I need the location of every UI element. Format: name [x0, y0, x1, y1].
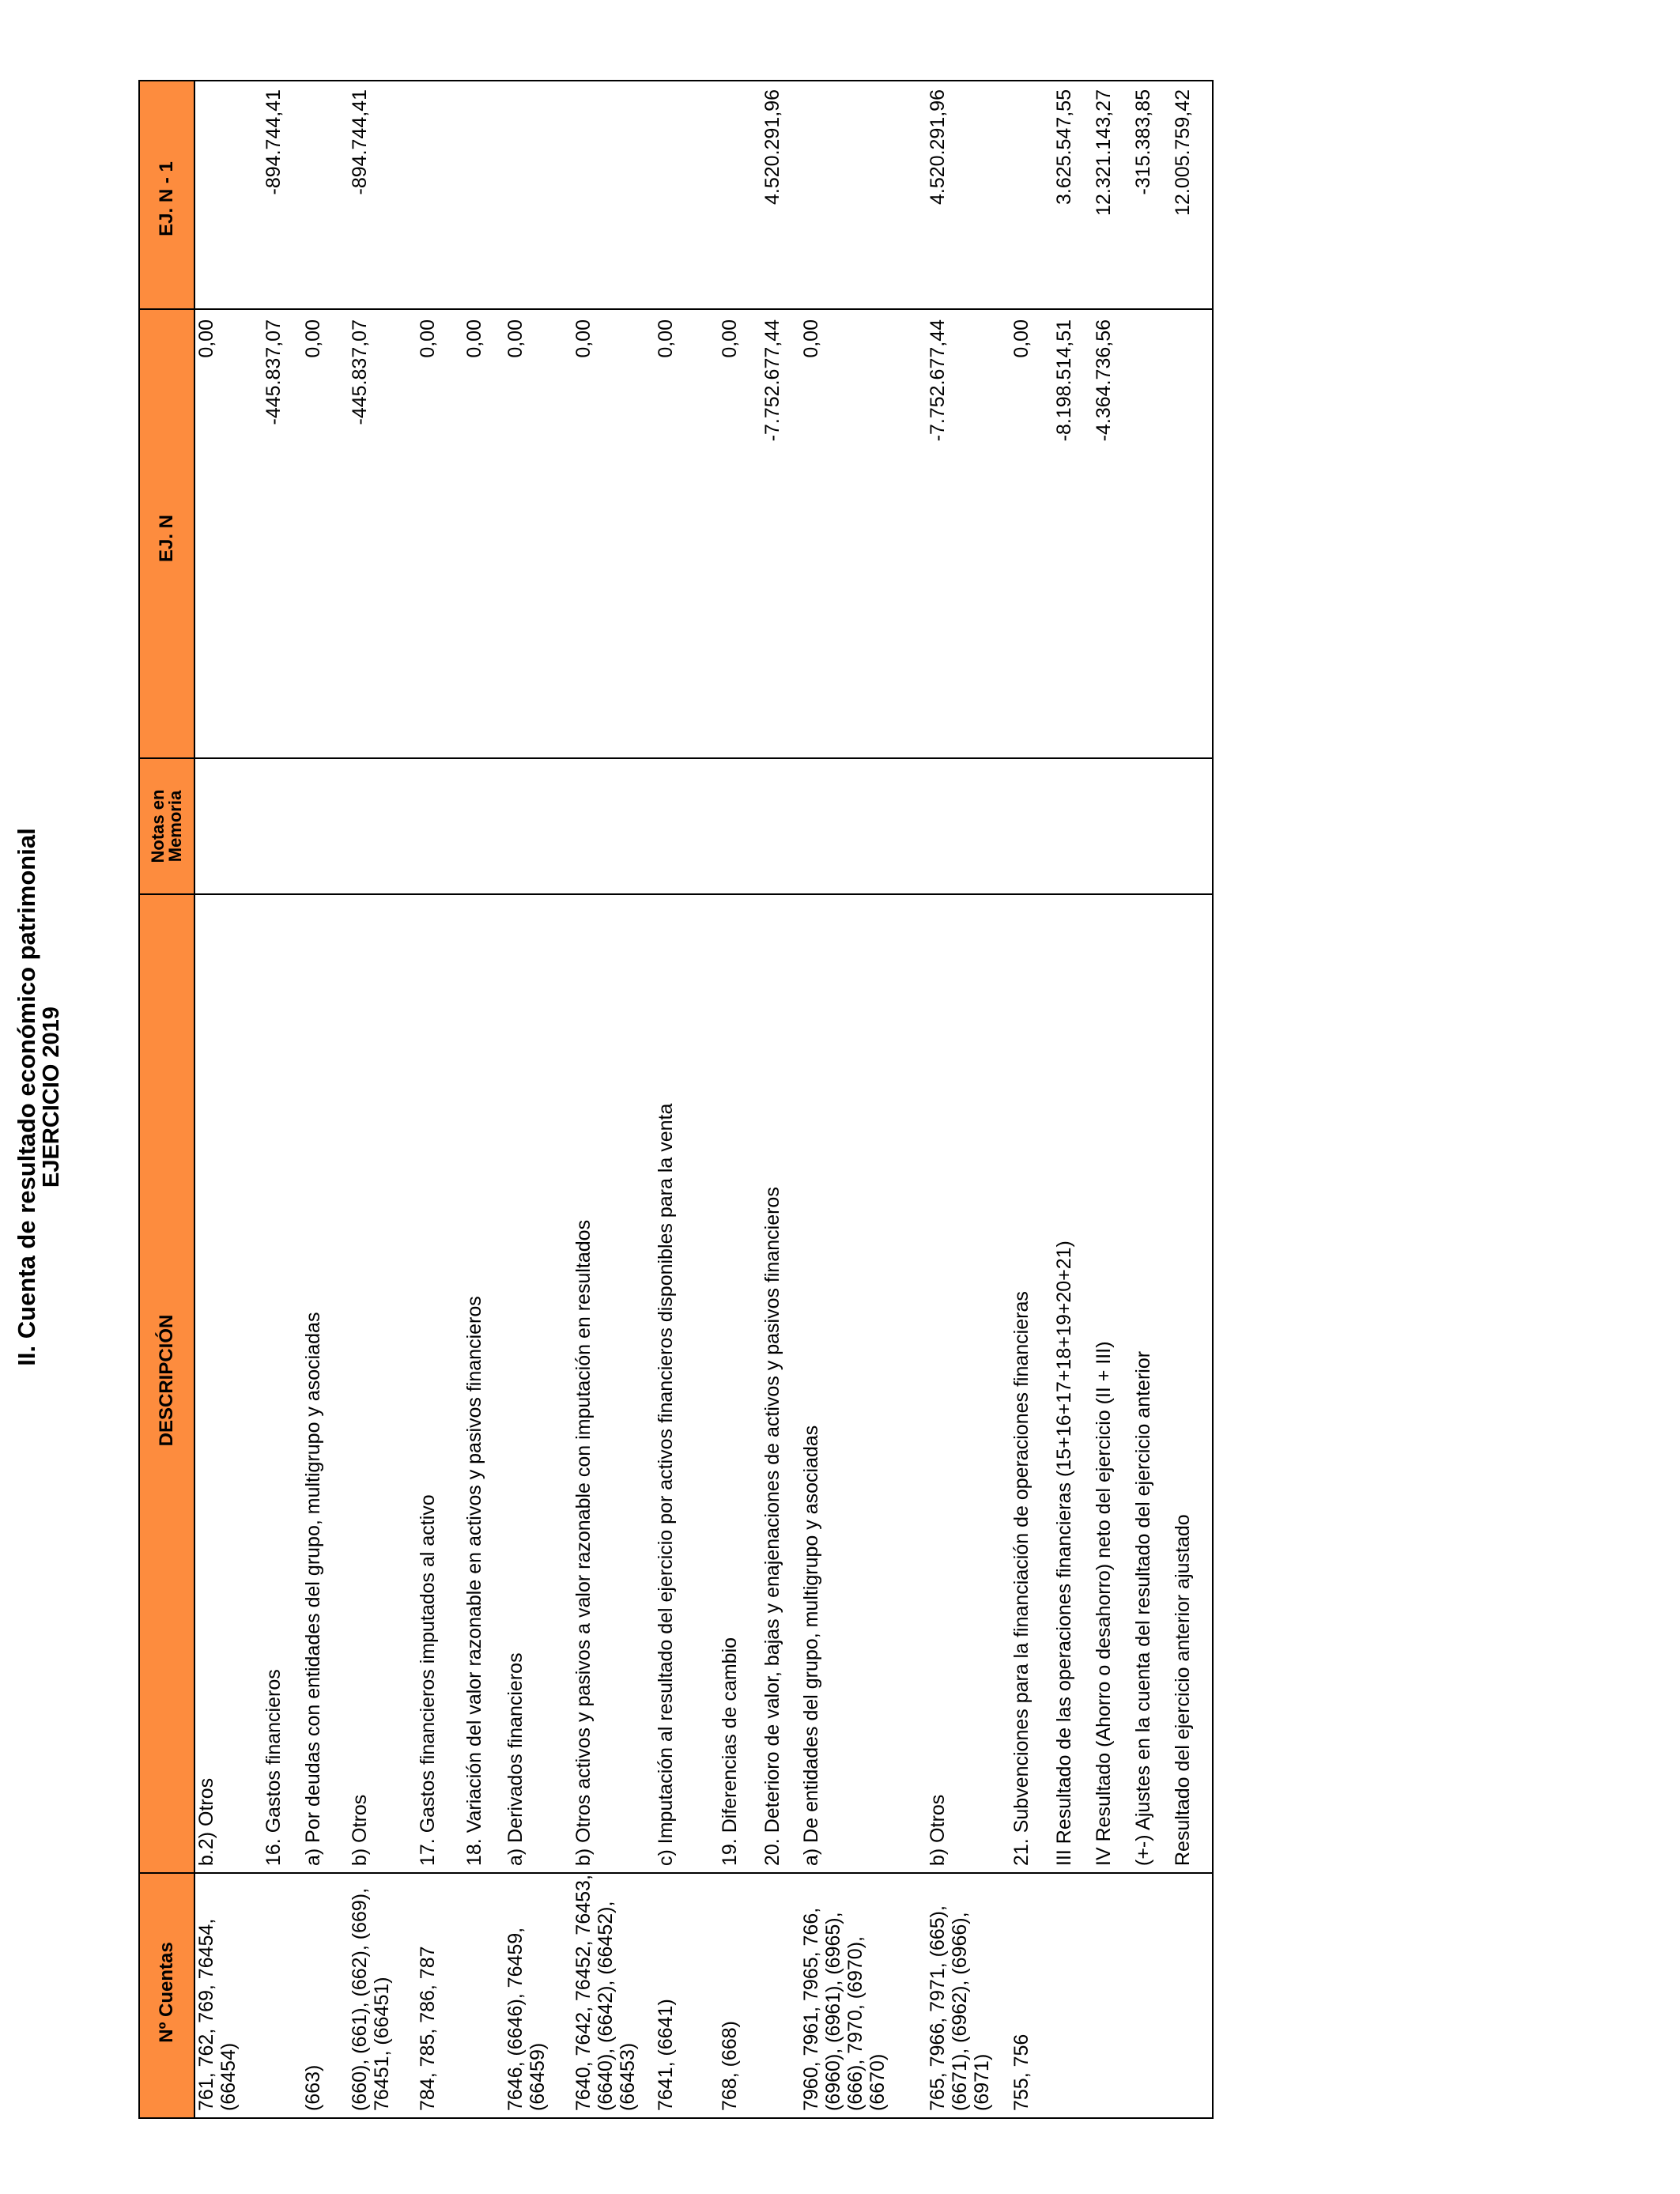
cell-ejn1 — [194, 81, 262, 309]
cell-notas — [1172, 758, 1213, 894]
cell-descripcion: III Resultado de las operaciones financieras (15+16+17+18+19+20+21) — [1053, 894, 1093, 1873]
cell-descripcion: a) De entidades del grupo, multigrupo y asociadas — [800, 894, 927, 1873]
cell-cuentas — [262, 1873, 302, 2118]
cell-notas — [1093, 758, 1132, 894]
cell-cuentas: 755, 756 — [1010, 1873, 1053, 2118]
table-row — [1132, 81, 1172, 2118]
cell-cuentas — [1132, 1873, 1172, 2118]
cell-notas — [1053, 758, 1093, 894]
cell-cuentas: 7641, (6641) — [655, 1873, 719, 2118]
cell-cuentas — [761, 1873, 800, 2118]
cell-ejn1: 4.520.291,96 — [761, 81, 800, 309]
cell-descripcion: IV Resultado (Ahorro o desahorro) neto del ejercicio (II + III) — [1093, 894, 1132, 1873]
col-header-notas — [139, 758, 194, 894]
cell-ejn: 0,00 — [194, 309, 262, 758]
cell-cuentas: (660), (661), (662), (669), 76451, (66451) — [349, 1873, 417, 2118]
cell-ejn: 0,00 — [800, 309, 927, 758]
cell-descripcion: a) Por deudas con entidades del grupo, multigrupo y asociadas — [302, 894, 349, 1873]
table-row — [417, 81, 463, 2118]
table-row — [349, 81, 417, 2118]
cell-ejn1 — [800, 81, 927, 309]
cell-ejn1 — [1010, 81, 1053, 309]
cell-descripcion: 18. Variación del valor razonable en activos y pasivos financieros — [463, 894, 504, 1873]
results-table — [138, 80, 1214, 2119]
cell-descripcion: b) Otros activos y pasivos a valor razonable con imputación en resultados — [572, 894, 655, 1873]
table-row — [504, 81, 572, 2118]
cell-notas — [194, 758, 262, 894]
cell-ejn: 0,00 — [719, 309, 761, 758]
cell-descripcion: 19. Diferencias de cambio — [719, 894, 761, 1873]
table-row — [719, 81, 761, 2118]
cell-cuentas: 768, (668) — [719, 1873, 761, 2118]
cell-notas — [349, 758, 417, 894]
table-row — [1053, 81, 1093, 2118]
cell-ejn: 0,00 — [463, 309, 504, 758]
col-header-ejn: EJ. N — [139, 309, 194, 758]
cell-ejn1: 4.520.291,96 — [927, 81, 1010, 309]
col-header-ejn1: EJ. N - 1 — [139, 81, 194, 309]
cell-notas — [262, 758, 302, 894]
cell-ejn1: 12.005.759,42 — [1172, 81, 1213, 309]
cell-descripcion: (+-) Ajustes en la cuenta del resultado del ejercicio anterior — [1132, 894, 1172, 1873]
cell-notas — [800, 758, 927, 894]
page-title: II. Cuenta de resultado económico patrimonial — [13, 828, 40, 1366]
cell-ejn1: 3.625.547,55 — [1053, 81, 1093, 309]
cell-ejn: 0,00 — [417, 309, 463, 758]
cell-ejn: 0,00 — [504, 309, 572, 758]
table-header-row — [139, 81, 194, 2118]
cell-cuentas: 784, 785, 786, 787 — [417, 1873, 463, 2118]
cell-notas — [1132, 758, 1172, 894]
cell-notas — [302, 758, 349, 894]
table-row — [800, 81, 927, 2118]
cell-ejn1: 12.321.143,27 — [1093, 81, 1132, 309]
cell-ejn1: -894.744,41 — [262, 81, 302, 309]
cell-cuentas: 7640, 7642, 76452, 76453, (6640), (6642), (66452), (66453) — [572, 1873, 655, 2118]
table-row — [927, 81, 1010, 2118]
table-row — [1010, 81, 1053, 2118]
cell-ejn: 0,00 — [572, 309, 655, 758]
cell-cuentas: 761, 762, 769, 76454, (66454) — [194, 1873, 262, 2118]
table-row — [1093, 81, 1132, 2118]
col-header-descripcion: DESCRIPCIÓN — [139, 894, 194, 1873]
cell-ejn: 0,00 — [655, 309, 719, 758]
cell-ejn1 — [417, 81, 463, 309]
cell-descripcion: b.2) Otros — [194, 894, 262, 1873]
table-row — [302, 81, 349, 2118]
cell-ejn1 — [719, 81, 761, 309]
col-header-notas-line2: Memoria — [165, 790, 185, 863]
cell-notas — [572, 758, 655, 894]
cell-ejn: -445.837,07 — [262, 309, 302, 758]
table-row — [262, 81, 302, 2118]
cell-ejn: -8.198.514,51 — [1053, 309, 1093, 758]
cell-descripcion: a) Derivados financieros — [504, 894, 572, 1873]
table-row — [655, 81, 719, 2118]
cell-ejn1 — [572, 81, 655, 309]
cell-ejn1 — [504, 81, 572, 309]
cell-notas — [463, 758, 504, 894]
col-header-notas-line1: Notas en — [148, 789, 168, 863]
table-row — [1172, 81, 1213, 2118]
cell-cuentas — [463, 1873, 504, 2118]
cell-ejn: 0,00 — [302, 309, 349, 758]
table-row — [572, 81, 655, 2118]
cell-descripcion: b) Otros — [927, 894, 1010, 1873]
cell-ejn: -7.752.677,44 — [761, 309, 800, 758]
table-row — [463, 81, 504, 2118]
cell-ejn1: -315.383,85 — [1132, 81, 1172, 309]
cell-cuentas: 7646, (6646), 76459, (66459) — [504, 1873, 572, 2118]
cell-cuentas: 7960, 7961, 7965, 766, (6960), (6961), (6965), (666), 7970, (6970), (6670) — [800, 1873, 927, 2118]
col-header-cuentas: Nº Cuentas — [139, 1873, 194, 2118]
cell-cuentas — [1093, 1873, 1132, 2118]
cell-ejn1 — [463, 81, 504, 309]
cell-cuentas: (663) — [302, 1873, 349, 2118]
cell-ejn: -7.752.677,44 — [927, 309, 1010, 758]
cell-descripcion: 17. Gastos financieros imputados al activo — [417, 894, 463, 1873]
cell-ejn1: -894.744,41 — [349, 81, 417, 309]
cell-cuentas — [1053, 1873, 1093, 2118]
cell-notas — [719, 758, 761, 894]
cell-ejn — [1132, 309, 1172, 758]
cell-notas — [504, 758, 572, 894]
cell-notas — [761, 758, 800, 894]
cell-descripcion: b) Otros — [349, 894, 417, 1873]
table-row — [761, 81, 800, 2118]
table-row — [194, 81, 262, 2118]
cell-notas — [655, 758, 719, 894]
page-subtitle: EJERCICIO 2019 — [39, 1006, 64, 1188]
cell-descripcion: 20. Deterioro de valor, bajas y enajenaciones de activos y pasivos financieros — [761, 894, 800, 1873]
cell-descripcion: 16. Gastos financieros — [262, 894, 302, 1873]
cell-ejn1 — [302, 81, 349, 309]
cell-descripcion: c) Imputación al resultado del ejercicio por activos financieros disponibles para la venta — [655, 894, 719, 1873]
cell-ejn: -445.837,07 — [349, 309, 417, 758]
cell-notas — [417, 758, 463, 894]
cell-cuentas — [1172, 1873, 1213, 2118]
cell-notas — [927, 758, 1010, 894]
cell-ejn: 0,00 — [1010, 309, 1053, 758]
cell-cuentas: 765, 7966, 7971, (665), (6671), (6962), (6966), (6971) — [927, 1873, 1010, 2118]
cell-ejn: -4.364.736,56 — [1093, 309, 1132, 758]
cell-ejn — [1172, 309, 1213, 758]
cell-ejn1 — [655, 81, 719, 309]
cell-notas — [1010, 758, 1053, 894]
cell-descripcion: 21. Subvenciones para la financiación de operaciones financieras — [1010, 894, 1053, 1873]
cell-descripcion: Resultado del ejercicio anterior ajustado — [1172, 894, 1213, 1873]
